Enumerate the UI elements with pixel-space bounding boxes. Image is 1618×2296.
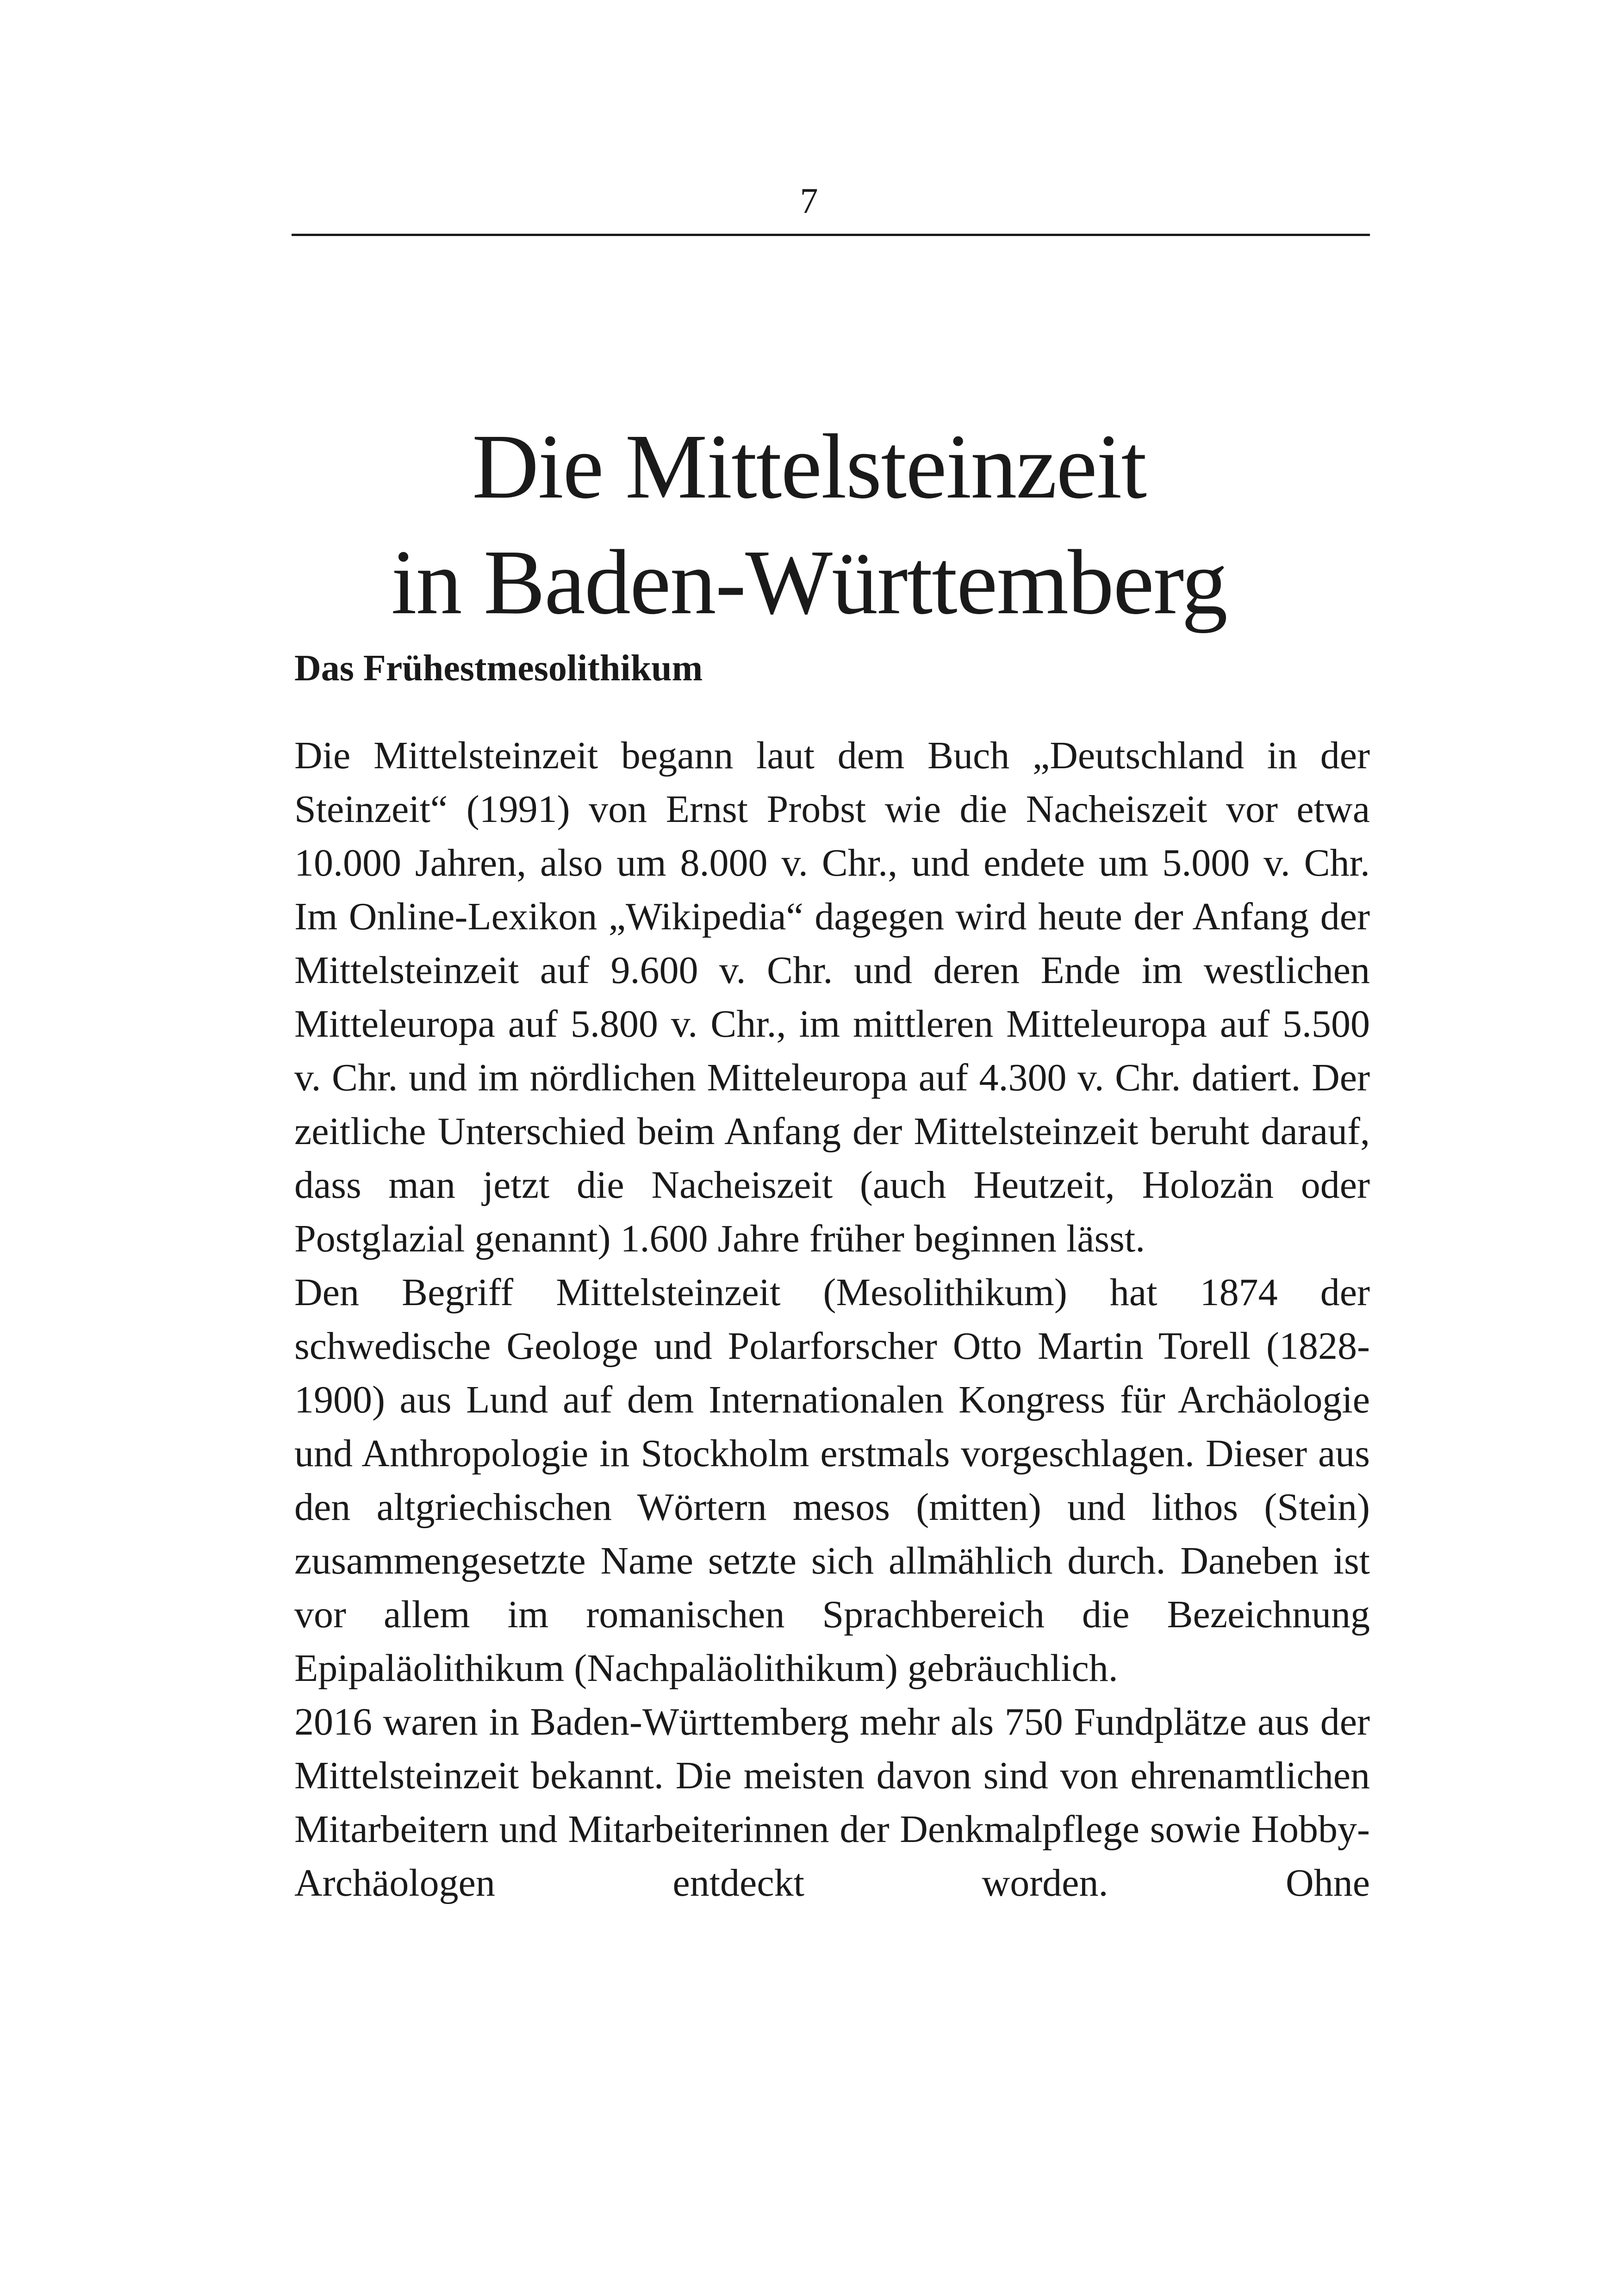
- section-heading: Das Frühestmesolithikum: [294, 648, 703, 689]
- paragraph-2: Den Begriff Mittelsteinzeit (Mesolithikum) hat 1874 der schwedische Geologe und Polarforscher Otto Martin Torell (1828-1900) aus Lund auf dem Internationalen Kongress für Archäologie und Anthropologie in Stockholm erstmals vorgeschlagen. Dieser aus den altgriechischen Wörtern mesos (mitten) und lithos (Stein) zusammengesetzte Name setzte sich allmählich durch. Daneben ist vor allem im romanischen Sprachbereich die Bezeichnung Epipaläolithikum (Nachpaläolithikum) gebräuchlich.: [294, 1271, 1370, 1690]
- header-rule: [292, 234, 1370, 236]
- chapter-title-line-1: Die Mittelsteinzeit: [472, 416, 1146, 518]
- page-number: 7: [800, 180, 818, 221]
- body-text: [294, 729, 1370, 1910]
- chapter-title: [0, 409, 1618, 641]
- paragraph-1: Die Mittelsteinzeit begann laut dem Buch „Deutschland in der Steinzeit“ (1991) von Ernst Probst wie die Nacheiszeit vor etwa 10.000 Jahren, also um 8.000 v. Chr., und endete um 5.000 v. Chr. Im Online-Lexikon „Wikipedia“ dagegen wird heute der Anfang der Mittelsteinzeit auf 9.600 v. Chr. und deren Ende im westlichen Mitteleuropa auf 5.800 v. Chr., im mittleren Mitteleuropa auf 5.500 v. Chr. und im nördlichen Mitteleuropa auf 4.300 v. Chr. datiert. Der zeitliche Unterschied beim Anfang der Mittelsteinzeit beruht darauf, dass man jetzt die Nacheiszeit (auch Heutzeit, Holozän oder Postglazial genannt) 1.600 Jahre früher beginnen lässt.: [294, 734, 1370, 1260]
- paragraph-3: 2016 waren in Baden-Württemberg mehr als 750 Fundplätze aus der Mittelsteinzeit bekannt. Die meisten davon sind von ehrenamtlichen Mitarbeitern und Mitarbeiterinnen der Denkmalpflege sowie Hobby-Archäologen entdeckt worden. Ohne: [294, 1700, 1370, 1904]
- chapter-title-line-2: in Baden-Württemberg: [391, 531, 1227, 634]
